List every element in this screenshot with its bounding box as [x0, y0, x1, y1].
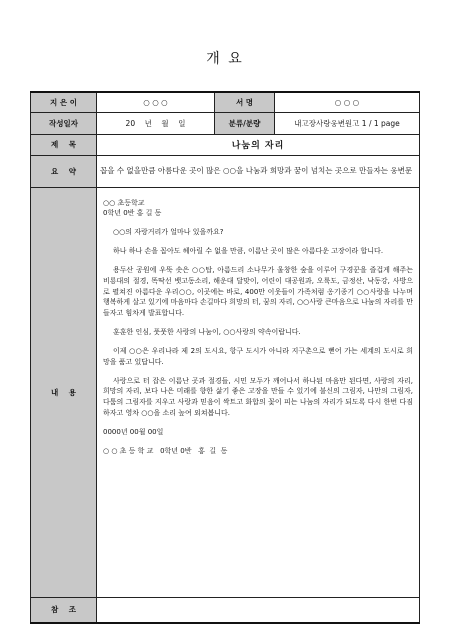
content-label: 내 용	[31, 187, 97, 597]
summary-form-table	[30, 91, 420, 624]
subject-value: 나눔의 자리	[97, 134, 420, 155]
reference-label: 참 조	[31, 597, 97, 623]
content-paragraph: 훈훈한 인심, 풋풋한 사랑의 나눔이, ○○사랑의 약속이랍니다.	[113, 328, 301, 337]
content-school-heading: ○○ 초등학교 0학년 0반 홍 길 동	[103, 198, 162, 218]
content-paragraph: 사랑으로 터 잡은 이름난 곳과 절경들, 시민 모두가 깨어나서 하나된 마음만 된다면, 사랑의 자리, 희망의 자리, 보다 나은 미래를 향한 삶기 좋은 고장을 만들 수 있기에 불신의 그림자, 나만의 그림자, 다툼의 그림자를 지우고 사랑과 믿음이 싹트고 화합의 꽃이 피는 나눔의 자리가 되도록 다시 한번 다짐하자고 영차 ○○을 소리 높여 외쳐봅니다.	[103, 376, 413, 418]
category-label: 분류/분량	[215, 112, 275, 134]
signature-label: 서 명	[215, 92, 275, 112]
content-date: 0000년 00월 00일	[103, 428, 164, 436]
content-body	[97, 187, 420, 597]
reference-value	[97, 597, 420, 623]
category-value: 내고장사랑웅변원고 1 / 1 page	[275, 112, 420, 134]
summary-value: 꼽을 수 없을만큼 아름다운 곳이 많은 ○○을 나눔과 희망과 꿈이 넘치는 곳으로 만들자는 웅변문	[97, 155, 420, 187]
signature-value: ○ ○ ○	[275, 92, 420, 112]
content-signoff: ○ ○ 초 등 학 교 0학년 0반 홍 길 동	[103, 446, 228, 455]
page-title: 개 요	[206, 51, 244, 67]
content-paragraph: 용두산 공원에 우뚝 솟은 ○○탑, 아름드리 소나무가 울창한 숲을 이루어 구경꾼을 즐겁게 해주는 비룡대의 절경, 똑딱선 뱃고동소리, 해운대 달맞이, 어린이 대공원과, 오륙도, 금정산, 낙동강, 사방으로 펼쳐진 아름다운 우리○○, 이곳에는 바로, 400만 이웃들이 가족처럼 옹기종기 ○○사랑을 나누며 행복하게 살고 있기에 마음마다 손길마다 희망의 터, 꿈의 자리, ○○사랑 큰마음으로 나눔의 자리를 만들자고 힘차게 발표합니다.	[103, 265, 413, 318]
content-paragraph: ○○의 자랑거리가 얼마나 있을까요?	[113, 228, 224, 237]
date-value: 20 년 월 일	[97, 112, 215, 134]
content-paragraph: 이제 ○○은 우리나라 제 2의 도시요, 항구 도시가 아니라 지구촌으로 뻗어 가는 세계의 도시로 희망을 품고 있답니다.	[103, 346, 413, 366]
content-paragraph: 하나 하나 손을 꼽아도 헤아릴 수 없을 만큼, 이름난 곳이 많은 아름다운 고장이라 합니다.	[113, 247, 384, 256]
date-label: 작성일자	[31, 112, 97, 134]
subject-label: 제 목	[31, 134, 97, 155]
author-value: ○ ○ ○	[97, 92, 215, 112]
summary-label: 요 약	[31, 155, 97, 187]
author-label: 지 은 이	[31, 92, 97, 112]
